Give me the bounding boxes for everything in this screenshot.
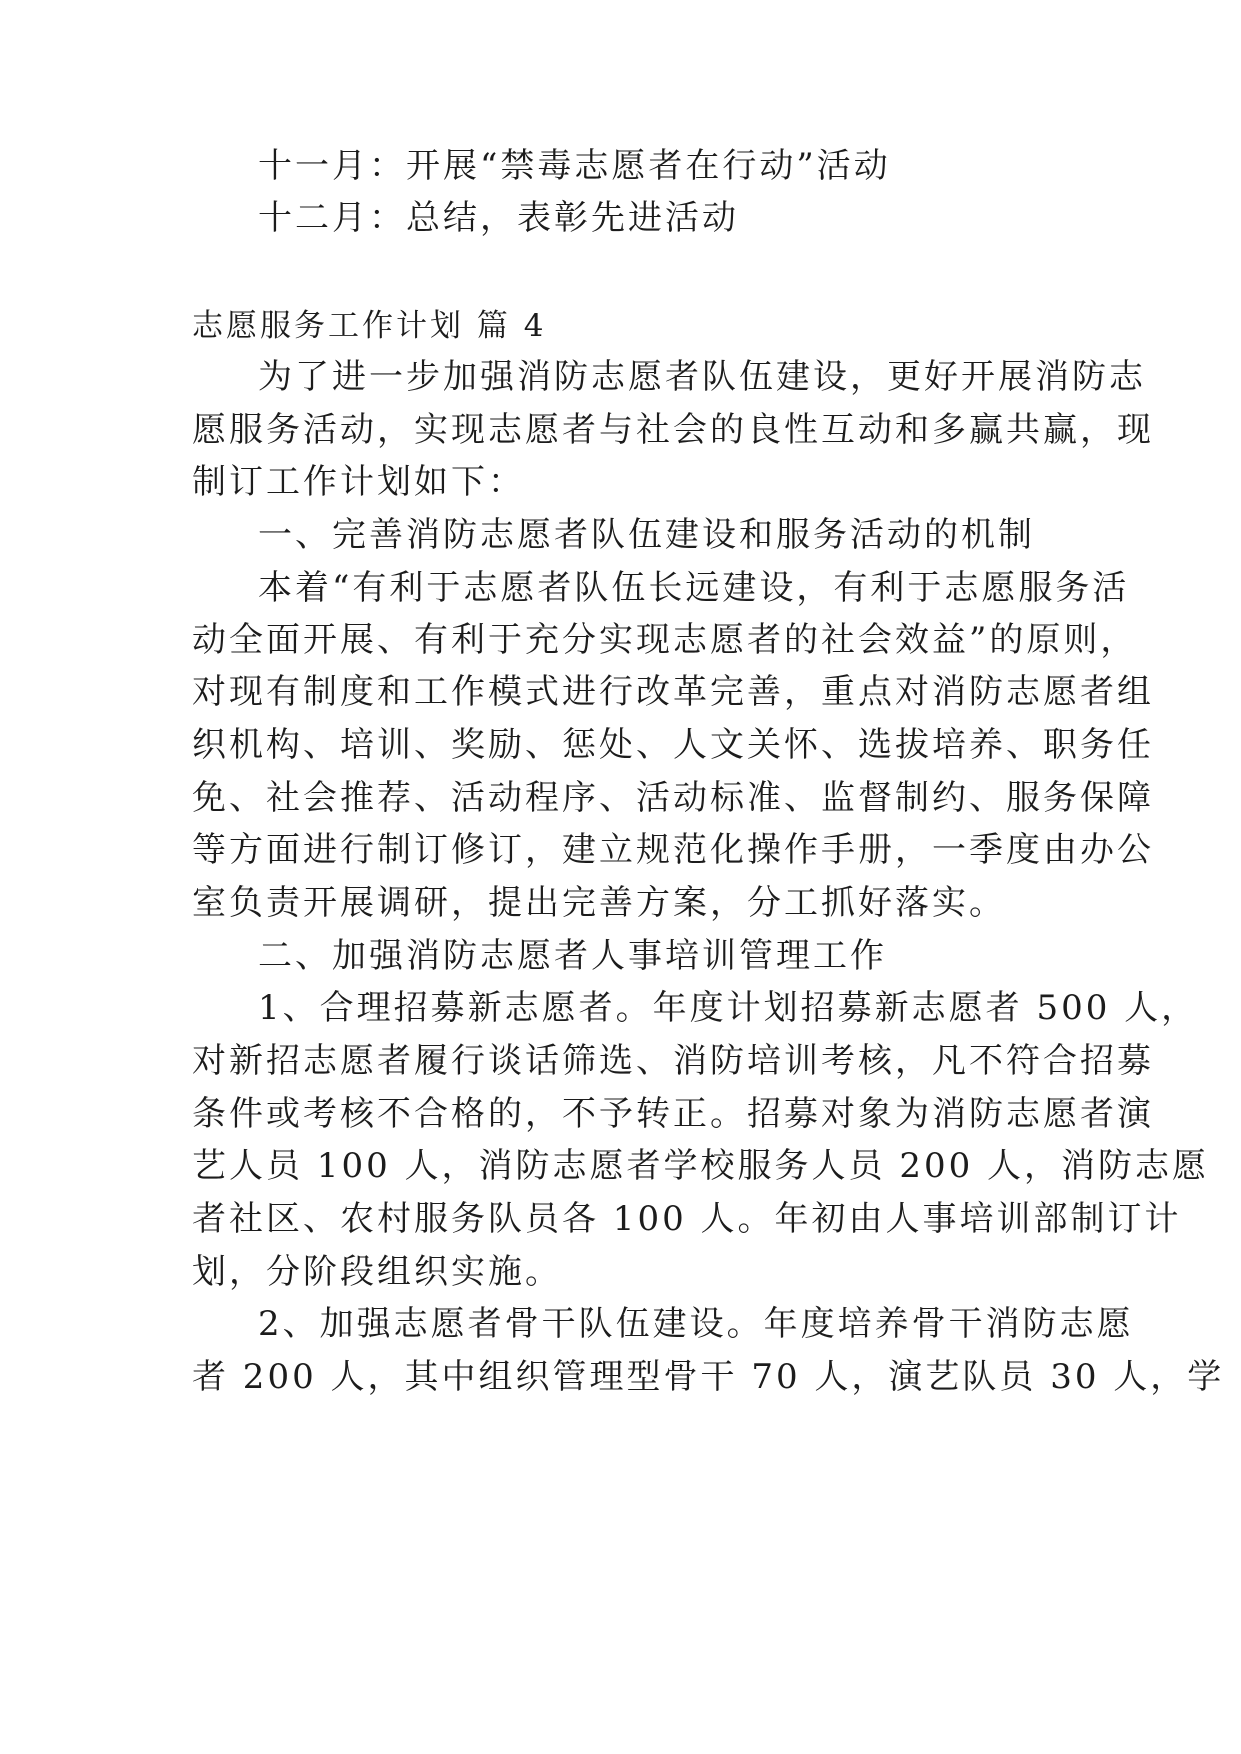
paragraph-line: 2、加强志愿者骨干队伍建设。年度培养骨干消防志愿 xyxy=(258,1304,1134,1344)
paragraph-line: 二、加强消防志愿者人事培训管理工作 xyxy=(258,936,887,976)
paragraph-line: 条件或考核不合格的，不予转正。招募对象为消防志愿者演 xyxy=(192,1094,1154,1134)
paragraph-line: 动全面开展、有利于充分实现志愿者的社会效益”的原则， xyxy=(192,620,1138,660)
paragraph-line: 艺人员 100 人，消防志愿者学校服务人员 200 人，消防志愿 xyxy=(192,1146,1210,1186)
paragraph-line: 等方面进行制订修订，建立规范化操作手册，一季度由办公 xyxy=(192,830,1154,870)
text-line: 十二月：总结，表彰先进活动 xyxy=(258,198,739,238)
paragraph-line: 愿服务活动，实现志愿者与社会的良性互动和多赢共赢，现 xyxy=(192,410,1154,450)
paragraph-line: 1、合理招募新志愿者。年度计划招募新志愿者 500 人， xyxy=(258,988,1199,1028)
text-line: 十一月：开展“禁毒志愿者在行动”活动 xyxy=(258,146,891,186)
paragraph-line: 一、完善消防志愿者队伍建设和服务活动的机制 xyxy=(258,515,1035,555)
paragraph-line: 对现有制度和工作模式进行改革完善，重点对消防志愿者组 xyxy=(192,672,1154,712)
section-title: 志愿服务工作计划 篇 4 xyxy=(192,308,547,344)
paragraph-line: 对新招志愿者履行谈话筛选、消防培训考核，凡不符合招募 xyxy=(192,1041,1154,1081)
paragraph-line: 划，分阶段组织实施。 xyxy=(192,1252,562,1292)
paragraph-line: 免、社会推荐、活动程序、活动标准、监督制约、服务保障 xyxy=(192,778,1154,818)
paragraph-line: 为了进一步加强消防志愿者队伍建设，更好开展消防志 xyxy=(258,357,1146,397)
paragraph-line: 本着“有利于志愿者队伍长远建设，有利于志愿服务活 xyxy=(258,568,1130,608)
paragraph-line: 制订工作计划如下： xyxy=(192,462,525,502)
paragraph-line: 者社区、农村服务队员各 100 人。年初由人事培训部制订计 xyxy=(192,1199,1182,1239)
paragraph-line: 者 200 人，其中组织管理型骨干 70 人，演艺队员 30 人，学 xyxy=(192,1357,1225,1397)
paragraph-line: 室负责开展调研，提出完善方案，分工抓好落实。 xyxy=(192,883,1006,923)
paragraph-line: 织机构、培训、奖励、惩处、人文关怀、选拔培养、职务任 xyxy=(192,725,1154,765)
